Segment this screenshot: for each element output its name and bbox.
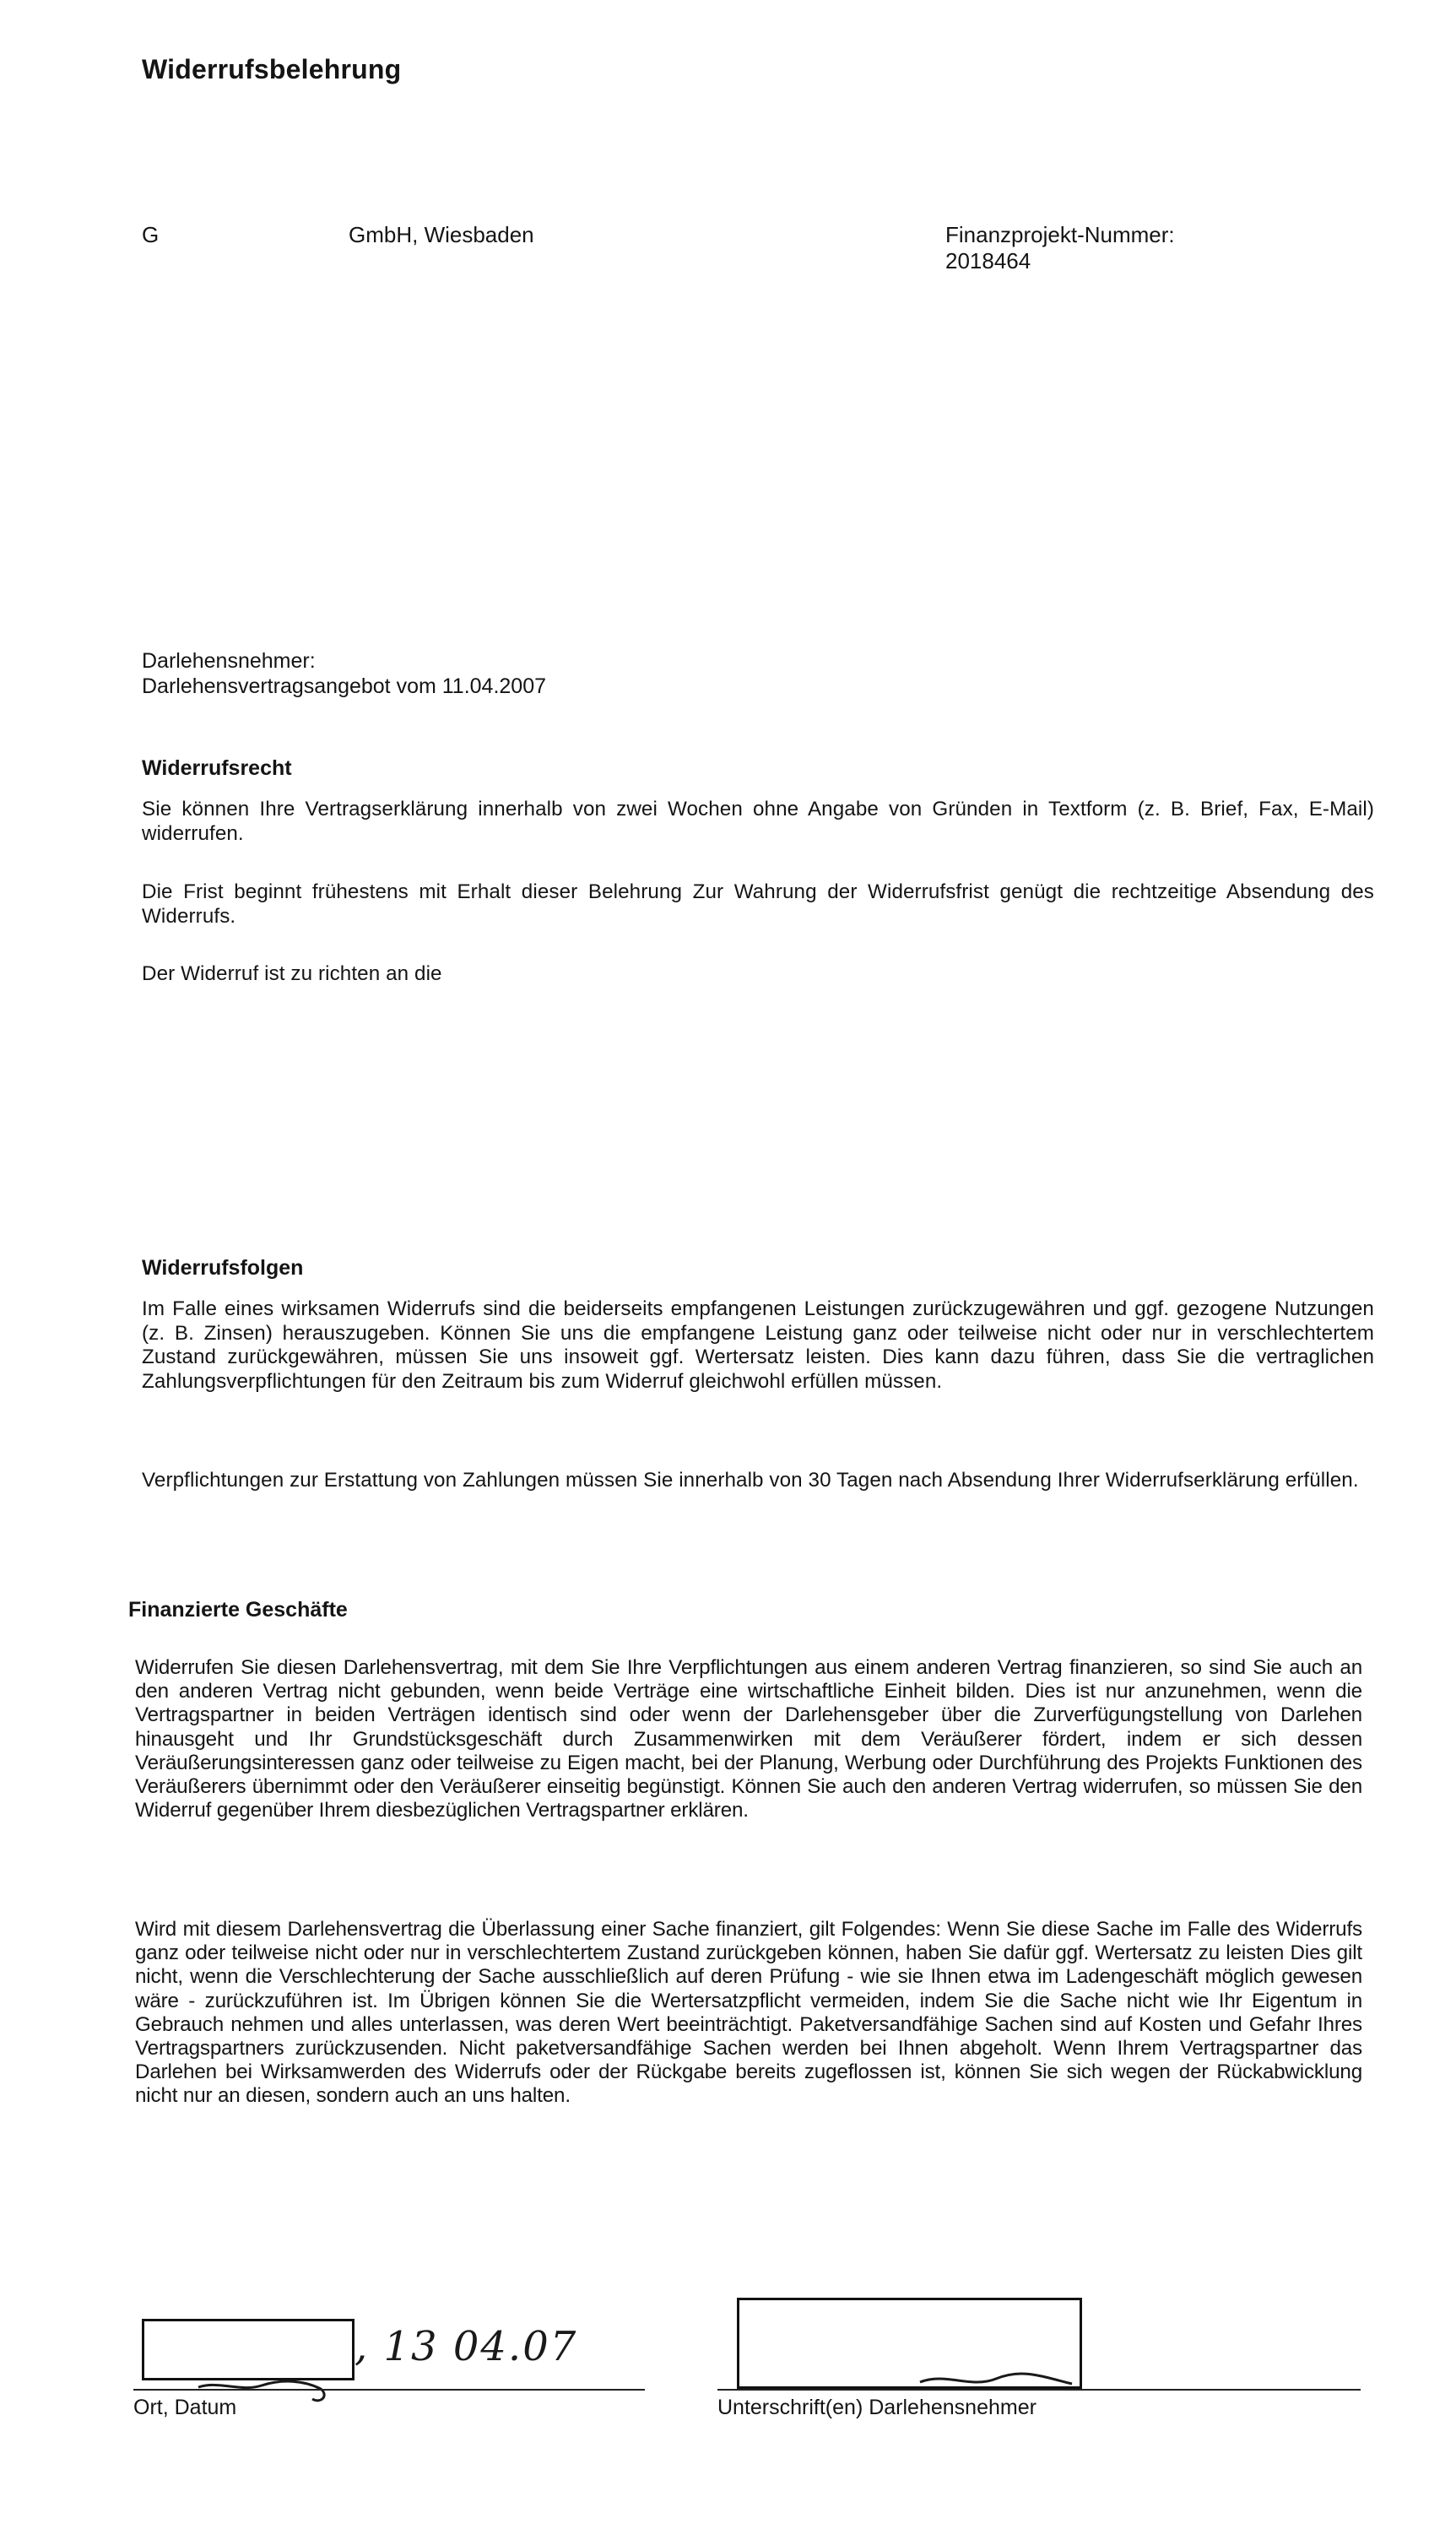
project-number-label: Finanzprojekt-Nummer: <box>945 222 1175 247</box>
paragraph-finanzierte-2: Wird mit diesem Darlehensvertrag die Überlassung einer Sache finanziert, gilt Folgendes: Wenn Sie diese Sache im Falle des Widerrufs ganz oder teilweise nicht oder nur in verschlechtertem Zustand zurückgeben können, haben Sie dafür ggf. Wertersatz zu leisten Dies gilt nicht, wenn die Verschlechterung der Sache ausschließlich auf deren Prüfung - wie sie Ihnen etwa im Ladengeschäft möglich gewesen wäre - zurückzuführen ist. Im Übrigen können Sie die Wertersatzpflicht vermeiden, indem Sie die Sache nicht wie Ihr Eigentum in Gebrauch nehmen und alles unterlassen, was deren Wert beeinträchtigt. Paketversandfähige Sachen sind auf Kosten und Gefahr Ihres Vertragspartners zurückzusenden. Nicht paketversandfähige Sachen werden bei Ihnen abgeholt. Wenn Ihrem Vertragspartner das Darlehen bei Wirksamwerden des Widerrufs oder der Rückgabe bereits zugeflossen ist, können Sie sich wegen der Rückabwicklung nicht nur an diesen, sondern auch an uns halten. <box>135 1918 1362 2108</box>
paragraph-finanzierte-1: Widerrufen Sie diesen Darlehensvertrag, mit dem Sie Ihre Verpflichtungen aus einem anderen Vertrag finanzieren, so sind Sie auch an den anderen Vertrag nicht gebunden, wenn beide Verträge eine wirtschaftliche Einheit bilden. Dies ist nur anzunehmen, wenn die Vertragspartner in beiden Verträgen identisch sind oder wenn der Darlehensgeber über die Zurverfügungstellung von Darlehen hinausgeht und Ihr Grundstücksgeschäft durch Zusammenwirken mit dem Veräußerer fördert, indem er sich dessen Veräußerungsinteressen ganz oder teilweise zu Eigen macht, bei der Planung, Werbung oder Durchführung des Projekts Funktionen des Veräußerers übernimmt oder den Veräußerer einseitig begünstigt. Können Sie auch den anderen Vertrag widerrufen, so müssen Sie den Widerruf gegenüber Ihrem diesbezüglichen Vertragspartner erklären. <box>135 1656 1362 1822</box>
loan-offer-line: Darlehensvertragsangebot vom 11.04.2007 <box>142 674 547 698</box>
document-title: Widerrufsbelehrung <box>142 54 402 84</box>
borrower-block <box>142 648 546 699</box>
signature-label: Unterschrift(en) Darlehensnehmer <box>717 2396 1037 2419</box>
signature-line-place-date <box>133 2389 645 2391</box>
project-number-value: 2018464 <box>945 248 1031 273</box>
signature-line-borrower <box>717 2389 1361 2391</box>
heading-finanzierte-geschaefte: Finanzierte Geschäfte <box>128 1598 348 1622</box>
heading-widerrufsfolgen: Widerrufsfolgen <box>142 1256 304 1280</box>
handwritten-date: , 13 04.07 <box>355 2323 578 2370</box>
company-name: GmbH, Wiesbaden <box>349 222 534 247</box>
paragraph-widerrufsrecht-1: Sie können Ihre Vertragserklärung innerhalb von zwei Wochen ohne Angabe von Gründen in Textform (z. B. Brief, Fax, E-Mail) widerrufen. <box>142 798 1374 845</box>
paragraph-widerrufsrecht-2: Die Frist beginnt frühestens mit Erhalt dieser Belehrung Zur Wahrung der Widerrufsfrist genügt die rechtzeitige Absendung des Widerrufs. <box>142 880 1374 928</box>
project-number-block <box>945 222 1175 274</box>
borrower-label: Darlehensnehmer: <box>142 649 316 673</box>
company-initial: G <box>142 222 160 247</box>
paragraph-widerrufsrecht-3: Der Widerruf ist zu richten an die <box>142 962 442 985</box>
heading-widerrufsrecht: Widerrufsrecht <box>142 756 292 780</box>
paragraph-widerrufsfolgen-2: Verpflichtungen zur Erstattung von Zahlungen müssen Sie innerhalb von 30 Tagen nach Absendung Ihrer Widerrufserklärung erfüllen. <box>142 1469 1359 1492</box>
signature-scribble <box>912 2364 1080 2397</box>
place-date-label: Ort, Datum <box>133 2396 237 2419</box>
paragraph-widerrufsfolgen-1: Im Falle eines wirksamen Widerrufs sind die beiderseits empfangenen Leistungen zurückzugewähren und ggf. gezogene Nutzungen (z. B. Zinsen) herauszugeben. Können Sie uns die empfangene Leistung ganz oder teilweise nicht oder nur in verschlechtertem Zustand zurückgewähren, müssen Sie uns insoweit ggf. Wertersatz leisten. Dies kann dazu führen, dass Sie die vertraglichen Zahlungsverpflichtungen für den Zeitraum bis zum Widerruf gleichwohl erfüllen müssen. <box>142 1297 1374 1393</box>
